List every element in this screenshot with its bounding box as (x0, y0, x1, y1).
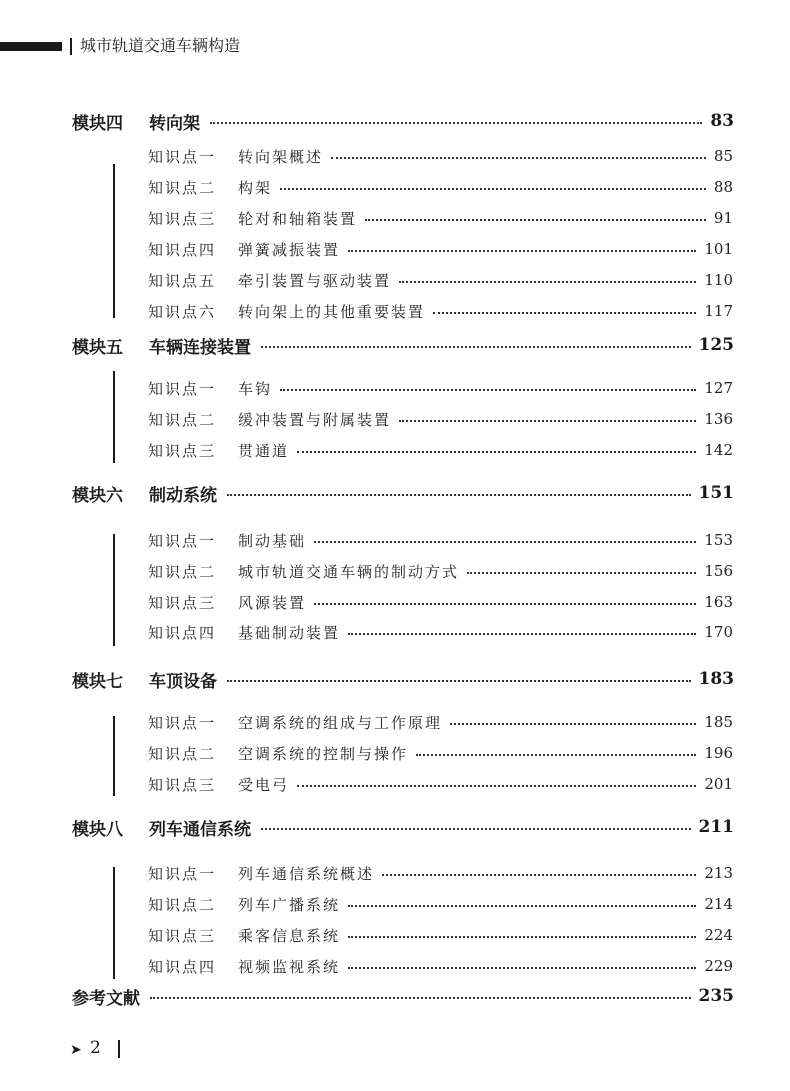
toc-point-row[interactable] (148, 560, 733, 582)
toc-module-row[interactable] (72, 109, 734, 133)
toc-point-row[interactable] (148, 591, 733, 613)
module-page: 211 (698, 817, 734, 837)
point-label: 知识点二 (148, 744, 217, 763)
module-page: 151 (698, 483, 734, 503)
toc-point-row[interactable] (148, 145, 733, 167)
section-bracket-line (113, 534, 115, 646)
point-title: 贯通道 (238, 441, 290, 460)
toc-point-row[interactable] (148, 529, 733, 551)
toc-point-row[interactable] (148, 893, 733, 915)
dot-leader (399, 281, 696, 283)
point-page: 224 (704, 926, 733, 944)
section-bracket-line (113, 164, 115, 318)
point-page: 170 (704, 623, 733, 641)
point-page: 214 (704, 895, 733, 913)
point-label: 知识点一 (148, 379, 217, 398)
dot-leader (331, 157, 706, 159)
dot-leader (348, 967, 696, 969)
module-title: 制动系统 (149, 485, 217, 506)
module-page: 125 (698, 335, 734, 355)
point-label: 知识点一 (148, 713, 217, 732)
toc-module-row[interactable] (72, 667, 734, 691)
arrow-icon: ➤ (70, 1042, 82, 1058)
point-title: 受电弓 (238, 775, 290, 794)
dot-leader (314, 541, 696, 543)
dot-leader (261, 346, 691, 348)
module-title: 车顶设备 (149, 671, 217, 692)
module-title: 车辆连接装置 (149, 337, 251, 358)
dot-leader (210, 122, 702, 124)
toc-point-row[interactable] (148, 621, 733, 643)
point-label: 知识点二 (148, 410, 217, 429)
dot-leader (297, 451, 696, 453)
dot-leader (399, 420, 696, 422)
toc-point-row[interactable] (148, 742, 733, 764)
point-label: 知识点五 (148, 271, 217, 290)
toc-point-row[interactable] (148, 955, 733, 977)
point-title: 牵引装置与驱动装置 (238, 271, 392, 290)
point-title: 构架 (238, 178, 273, 197)
references-title: 参考文献 (72, 988, 140, 1009)
toc-module-row[interactable] (72, 481, 734, 505)
dot-leader (150, 997, 691, 999)
point-title: 风源装置 (238, 593, 307, 612)
point-title: 城市轨道交通车辆的制动方式 (238, 562, 460, 581)
point-page: 196 (704, 744, 733, 762)
point-title: 弹簧减振装置 (238, 240, 341, 259)
section-bracket-line (113, 716, 115, 796)
module-label: 模块六 (72, 485, 123, 506)
module-label: 模块八 (72, 819, 123, 840)
point-title: 乘客信息系统 (238, 926, 341, 945)
dot-leader (416, 754, 696, 756)
point-page: 213 (704, 864, 733, 882)
point-page: 185 (704, 713, 733, 731)
point-page: 85 (713, 147, 733, 165)
dot-leader (348, 936, 696, 938)
dot-leader (297, 785, 696, 787)
toc-point-row[interactable] (148, 773, 733, 795)
point-page: 117 (704, 302, 733, 320)
point-title: 视频监视系统 (238, 957, 341, 976)
footer-separator (118, 1040, 120, 1058)
point-label: 知识点三 (148, 775, 217, 794)
point-label: 知识点三 (148, 441, 217, 460)
section-bracket-line (113, 867, 115, 979)
dot-leader (348, 250, 696, 252)
toc-point-row[interactable] (148, 924, 733, 946)
toc-point-row[interactable] (148, 269, 733, 291)
point-page: 201 (704, 775, 733, 793)
point-title: 基础制动装置 (238, 623, 341, 642)
point-page: 229 (704, 957, 733, 975)
toc-module-row[interactable] (72, 333, 734, 357)
point-title: 空调系统的控制与操作 (238, 744, 409, 763)
header-bar (0, 42, 62, 51)
point-page: 88 (713, 178, 733, 196)
toc-references-row[interactable] (72, 984, 734, 1008)
toc-point-row[interactable] (148, 377, 733, 399)
point-title: 轮对和轴箱装置 (238, 209, 358, 228)
point-title: 转向架上的其他重要装置 (238, 302, 426, 321)
module-title: 列车通信系统 (149, 819, 251, 840)
point-page: 156 (704, 562, 733, 580)
running-head-title: 城市轨道交通车辆构造 (80, 36, 241, 55)
point-label: 知识点二 (148, 895, 217, 914)
point-title: 缓冲装置与附属装置 (238, 410, 392, 429)
point-page: 136 (704, 410, 733, 428)
toc-point-row[interactable] (148, 176, 733, 198)
point-label: 知识点三 (148, 593, 217, 612)
point-label: 知识点六 (148, 302, 217, 321)
point-label: 知识点二 (148, 562, 217, 581)
point-page: 91 (713, 209, 733, 227)
point-label: 知识点三 (148, 209, 217, 228)
point-label: 知识点一 (148, 531, 217, 550)
toc-point-row[interactable] (148, 862, 733, 884)
module-title: 转向架 (149, 113, 200, 134)
dot-leader (348, 905, 696, 907)
page-number: 2 (90, 1038, 101, 1058)
dot-leader (227, 494, 691, 496)
point-page: 127 (704, 379, 733, 397)
dot-leader (280, 389, 696, 391)
toc-point-row[interactable] (148, 207, 733, 229)
dot-leader (382, 874, 696, 876)
dot-leader (467, 572, 696, 574)
point-label: 知识点四 (148, 623, 217, 642)
toc-point-row[interactable] (148, 439, 733, 461)
point-title: 制动基础 (238, 531, 307, 550)
dot-leader (450, 723, 696, 725)
toc-module-row[interactable] (72, 815, 734, 839)
point-title: 转向架概述 (238, 147, 324, 166)
point-title: 列车广播系统 (238, 895, 341, 914)
point-label: 知识点四 (148, 240, 217, 259)
point-page: 101 (704, 240, 733, 258)
point-page: 142 (704, 441, 733, 459)
point-label: 知识点二 (148, 178, 217, 197)
module-page: 183 (698, 669, 734, 689)
dot-leader (433, 312, 696, 314)
section-bracket-line (113, 371, 115, 463)
module-label: 模块四 (72, 113, 123, 134)
module-page: 83 (710, 111, 734, 131)
point-label: 知识点一 (148, 864, 217, 883)
toc-point-row[interactable] (148, 238, 733, 260)
point-page: 110 (704, 271, 733, 289)
point-page: 153 (704, 531, 733, 549)
toc-point-row[interactable] (148, 408, 733, 430)
dot-leader (365, 219, 706, 221)
point-label: 知识点一 (148, 147, 217, 166)
header-separator (70, 38, 72, 55)
dot-leader (261, 828, 691, 830)
point-label: 知识点四 (148, 957, 217, 976)
dot-leader (314, 603, 696, 605)
point-page: 163 (704, 593, 733, 611)
dot-leader (348, 633, 696, 635)
point-title: 车钩 (238, 379, 273, 398)
dot-leader (227, 680, 691, 682)
point-label: 知识点三 (148, 926, 217, 945)
toc-point-row[interactable] (148, 711, 733, 733)
dot-leader (280, 188, 706, 190)
module-label: 模块七 (72, 671, 123, 692)
toc-point-row[interactable] (148, 300, 733, 322)
module-label: 模块五 (72, 337, 123, 358)
references-page: 235 (698, 986, 734, 1006)
point-title: 空调系统的组成与工作原理 (238, 713, 443, 732)
point-title: 列车通信系统概述 (238, 864, 375, 883)
